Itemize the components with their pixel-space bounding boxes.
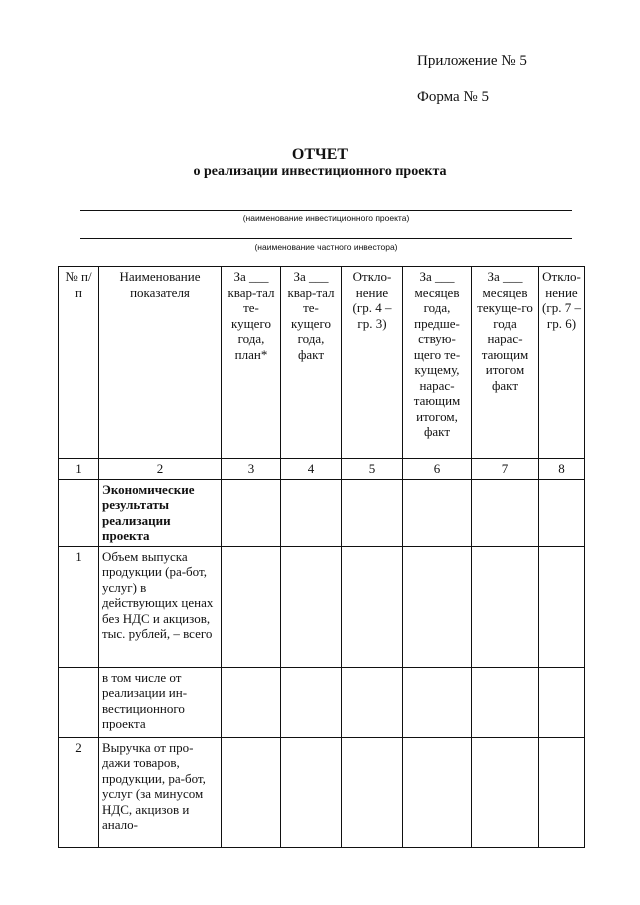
row-number: 1 — [59, 546, 99, 667]
column-number-row — [59, 459, 585, 480]
table-cell — [472, 737, 539, 847]
column-header: За ___ месяцев года, предше-ствую-щего те-кущему, нарас-тающим итогом, факт — [403, 267, 472, 459]
column-header: Наименование показателя — [99, 267, 222, 459]
column-header: За ___ квар-тал те-кущего года, факт — [281, 267, 342, 459]
column-header: За ___ квар-тал те-кущего года, план* — [222, 267, 281, 459]
table-cell — [342, 546, 403, 667]
table-cell — [403, 546, 472, 667]
column-number: 6 — [403, 459, 472, 480]
row-number — [59, 667, 99, 737]
row-name: Экономические результаты реализации проекта — [99, 479, 222, 546]
column-header: Откло-нение (гр. 7 – гр. 6) — [539, 267, 585, 459]
table-row — [59, 737, 585, 847]
table-cell — [222, 479, 281, 546]
column-number: 3 — [222, 459, 281, 480]
report-subtitle: о реализации инвестиционного проекта — [193, 164, 447, 179]
table-row — [59, 479, 585, 546]
row-number: 2 — [59, 737, 99, 847]
row-name: в том числе от реализации ин-вестиционного проекта — [99, 667, 222, 737]
table-cell — [342, 479, 403, 546]
report-table — [58, 266, 585, 848]
column-number: 1 — [59, 459, 99, 480]
table-cell — [281, 667, 342, 737]
table-cell — [281, 479, 342, 546]
table-row — [59, 546, 585, 667]
table-cell — [472, 479, 539, 546]
table-cell — [539, 667, 585, 737]
table-cell — [539, 737, 585, 847]
project-name-caption: (наименование инвестиционного проекта) — [242, 213, 410, 223]
table-row — [59, 667, 585, 737]
table-cell — [472, 667, 539, 737]
table-cell — [472, 546, 539, 667]
row-name: Объем выпуска продукции (ра-бот, услуг) в действующих ценах без НДС и акцизов, тыс. рублей, – всего — [99, 546, 222, 667]
appendix-label: Приложение № 5 — [417, 53, 527, 69]
table-cell — [281, 546, 342, 667]
table-cell — [403, 667, 472, 737]
row-number — [59, 479, 99, 546]
table-cell — [281, 737, 342, 847]
table-cell — [539, 546, 585, 667]
table-cell — [222, 737, 281, 847]
table-cell — [403, 737, 472, 847]
form-label: Форма № 5 — [417, 89, 489, 105]
project-name-line — [80, 210, 572, 211]
investor-name-line — [80, 238, 572, 239]
column-number: 4 — [281, 459, 342, 480]
column-header: № п/п — [59, 267, 99, 459]
column-number: 7 — [472, 459, 539, 480]
table-header-row — [59, 267, 585, 459]
table-cell — [342, 737, 403, 847]
investor-name-caption: (наименование частного инвестора) — [254, 242, 398, 252]
column-header: Откло-нение (гр. 4 – гр. 3) — [342, 267, 403, 459]
column-number: 8 — [539, 459, 585, 480]
column-header: За ___ месяцев текуще-го года нарас-тающим итогом факт — [472, 267, 539, 459]
table-cell — [539, 479, 585, 546]
column-number: 5 — [342, 459, 403, 480]
row-name: Выручка от про-дажи товаров, продукции, ра-бот, услуг (за минусом НДС, акцизов и анало- — [99, 737, 222, 847]
report-title: ОТЧЕТ — [291, 146, 349, 163]
column-number: 2 — [99, 459, 222, 480]
table-cell — [342, 667, 403, 737]
table-cell — [222, 546, 281, 667]
table-cell — [403, 479, 472, 546]
table-cell — [222, 667, 281, 737]
